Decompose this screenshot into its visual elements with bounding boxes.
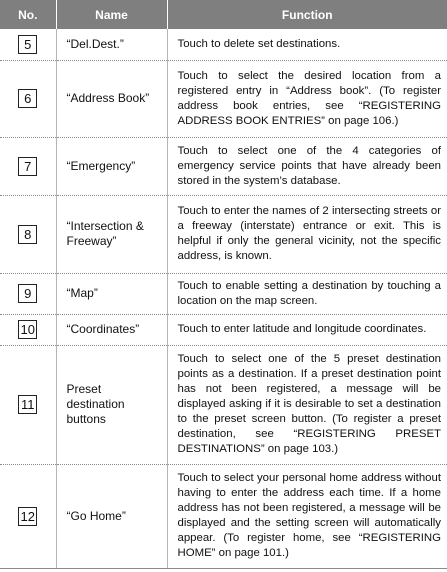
row-name: “Coordinates” (56, 314, 167, 345)
table-row (0, 345, 447, 464)
table-row (0, 273, 447, 314)
row-function: Touch to delete set destinations. (167, 29, 447, 60)
row-name: “Map” (56, 273, 167, 314)
header-function: Function (167, 0, 447, 29)
row-name: “Address Book” (56, 60, 167, 137)
table-body (0, 29, 447, 568)
row-function: Touch to select one of the 5 preset destination points as a destination. If a preset destination point has not been registered, a message will be displayed asking if it is desirable to set a destination to the preset screen button. (To register a preset destination, see “REGISTERING PRESET DESTINATIONS” on page 103.) (167, 345, 447, 464)
row-number-badge: 7 (18, 157, 37, 176)
row-number-badge: 9 (18, 284, 37, 303)
row-name: “Go Home” (56, 464, 167, 568)
table-header (0, 0, 447, 29)
row-number-cell (0, 273, 56, 314)
row-number-badge: 6 (18, 89, 37, 108)
row-number-badge: 8 (18, 225, 37, 244)
row-function: Touch to enter latitude and longitude coordinates. (167, 314, 447, 345)
row-number-cell (0, 60, 56, 137)
row-name: “Del.Dest.” (56, 29, 167, 60)
row-number-badge: 5 (18, 35, 37, 54)
row-name: “Intersection & Freeway” (56, 195, 167, 273)
table-row (0, 60, 447, 137)
table-row (0, 137, 447, 195)
table-row (0, 464, 447, 568)
row-name: “Emergency” (56, 137, 167, 195)
row-number-badge: 10 (18, 320, 37, 339)
header-row (0, 0, 447, 29)
row-number-cell (0, 464, 56, 568)
row-number-badge: 11 (18, 395, 37, 414)
row-name: Preset destination buttons (56, 345, 167, 464)
row-number-badge: 12 (18, 507, 37, 526)
row-number-cell (0, 195, 56, 273)
table-row (0, 195, 447, 273)
row-function: Touch to enable setting a destination by touching a location on the map screen. (167, 273, 447, 314)
row-number-cell (0, 345, 56, 464)
row-function: Touch to select the desired location from a registered entry in “Address book”. (To register address book entries, see “REGISTERING ADDRESS BOOK ENTRIES” on page 106.) (167, 60, 447, 137)
row-number-cell (0, 314, 56, 345)
table-row (0, 29, 447, 60)
row-function: Touch to select one of the 4 categories of emergency service points that have already been stored in the system’s database. (167, 137, 447, 195)
header-no: No. (0, 0, 56, 29)
table-row (0, 314, 447, 345)
row-number-cell (0, 137, 56, 195)
row-number-cell (0, 29, 56, 60)
row-function: Touch to select your personal home address without having to enter the address each time. If a home address has not been registered, a message will be displayed and the setting screen will automatically appear. (To register home, see “REGISTERING HOME” on page 101.) (167, 464, 447, 568)
row-function: Touch to enter the names of 2 intersecting streets or a freeway (interstate) entrance or exit. This is helpful if only the general vicinity, not the specific address, is known. (167, 195, 447, 273)
header-name: Name (56, 0, 167, 29)
